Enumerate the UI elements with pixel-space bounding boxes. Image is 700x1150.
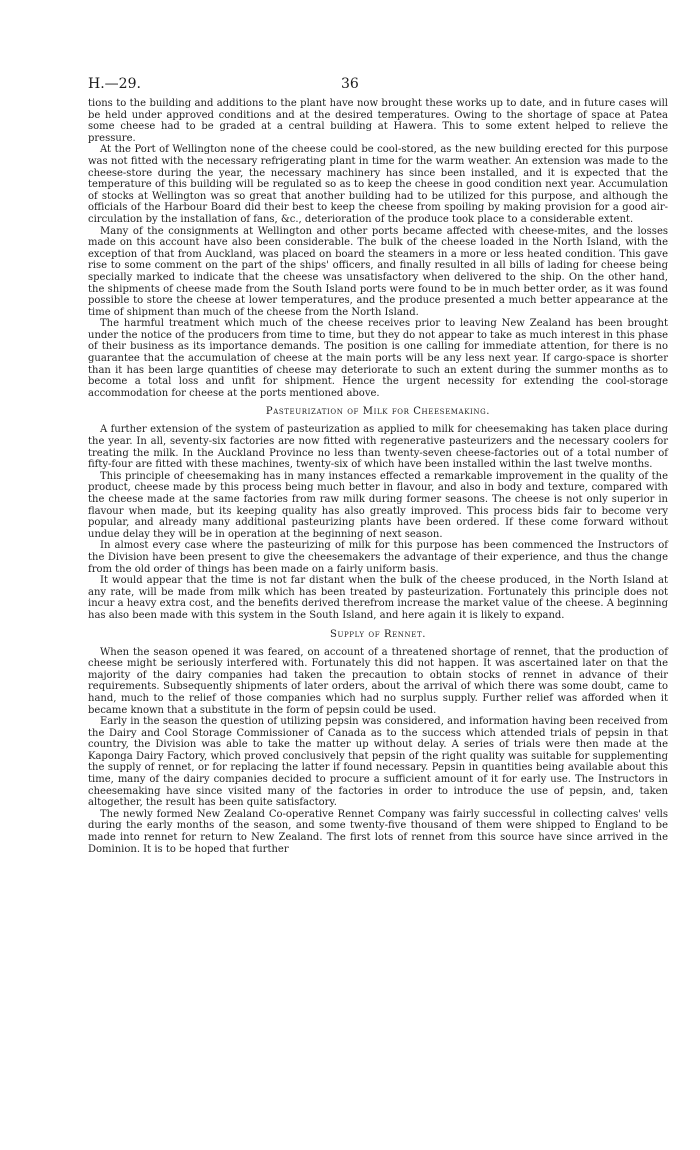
paragraph: The newly formed New Zealand Co-operative Rennet Company was fairly successful in collecting calves' vells during the early months of the season, and some twenty-five thousand of them were shipped to England to be made into rennet for return to New Zealand. The first lots of rennet from this source have since arrived in the Dominion. It is to be hoped that further (88, 808, 668, 855)
document-reference: H.—29. (88, 76, 141, 92)
paragraph: The harmful treatment which much of the cheese receives prior to leaving New Zealand has been brought under the notice of the producers from time to time, but they do not appear to take as much interest in this phase of their business as its importance demands. The position is one calling for immediate attention, for there is no guarantee that the accumulation of cheese at the main ports will be any less next year. If cargo-space is shorter than it has been large quantities of cheese may deteriorate to such an extent during the summer months as to become a total loss and unfit for shipment. Hence the urgent necessity for extending the cool-storage accommodation for cheese at the ports mentioned above. (88, 318, 668, 399)
paragraph: At the Port of Wellington none of the cheese could be cool-stored, as the new building erected for this purpose was not fitted with the necessary refrigerating plant in time for the warm weather. An extension was made to the cheese-store during the year, the necessary machinery has since been installed, and it is expected that the temperature of this building will be regulated so as to keep the cheese in good condition next year. Accumulation of stocks at Wellington was so great that another building had to be utilized for this purpose, and although the officials of the Harbour Board did their best to keep the cheese from spoiling by making provision for a good air-circulation by the installation of fans, &c., deterioration of the produce took place to a considerable extent. (88, 144, 668, 225)
page-number: 36 (341, 76, 359, 92)
paragraph: A further extension of the system of pasteurization as applied to milk for cheesemaking has taken place during the year. In all, seventy-six factories are now fitted with regenerative pasteurizers and the necessary coolers for treating the milk. In the Auckland Province no less than twenty-seven cheese-factories out of a total number of fifty-four are fitted with these machines, twenty-six of which have been installed within the last twelve months. (88, 424, 668, 471)
paragraph: It would appear that the time is not far distant when the bulk of the cheese produced, in the North Island at any rate, will be made from milk which has been treated by pasteurization. Fortunately this principle does not incur a heavy extra cost, and the benefits derived therefrom increase the market value of the cheese. A beginning has also been made with this system in the South Island, and here again it is likely to expand. (88, 575, 668, 621)
section-heading-pasteurization: Pasteurization of Milk for Cheesemaking. (265, 406, 491, 418)
page-header (88, 76, 668, 94)
section-heading-rennet: Supply of Rennet. (330, 628, 426, 640)
paragraph: Many of the consignments at Wellington and other ports became affected with cheese-mites, and the losses made on this account have also been considerable. The bulk of the cheese loaded in the North Island, with the exception of that from Auckland, was placed on board the steamers in a more or less heated condition. This gave rise to some comment on the part of the ships' officers, and finally resulted in all bills of lading for cheese being specially marked to indicate that the cheese was unsatisfactory when delivered to the ship. On the other hand, the shipments of cheese made from the South Island ports were found to be in much better order, as it was found possible to store the cheese at lower temperatures, and the produce presented a much better appearance at the time of shipment than much of the cheese from the North Island. (88, 225, 668, 318)
paragraph: In almost every case where the pasteurizing of milk for this purpose has been commenced the Instructors of the Division have been present to give the cheesemakers the advantage of their experience, and thus the change from the old order of things has been made on a fairly uniform basis. (88, 540, 668, 575)
paragraph: Early in the season the question of utilizing pepsin was considered, and information having been received from the Dairy and Cool Storage Commissioner of Canada as to the success which attended trials of pepsin in that country, the Division was able to take the matter up without delay. A series of trials were then made at the Kaponga Dairy Factory, which proved conclusively that pepsin of the right quality was suitable for supplementing the supply of rennet, or for replacing the latter if found necessary. Pepsin in quantities being available about this time, many of the dairy companies decided to procure a sufficient amount of it for early use. The Instructors in cheesemaking have since visited many of the factories in order to introduce the use of pepsin, and, taken altogether, the result has been quite satisfactory. (88, 716, 668, 809)
paragraph: When the season opened it was feared, on account of a threatened shortage of rennet, that the production of cheese might be seriously interfered with. Fortunately this did not happen. It was ascertained later on that the majority of the dairy companies had taken the precaution to obtain stocks of rennet in advance of their requirements. Subsequently shipments of later orders, about the arrival of which there was some doubt, came to hand, much to the relief of those companies which had no surplus supply. Further relief was afforded when it became known that a substitute in the form of pepsin could be used. (88, 646, 668, 716)
page-body (88, 98, 668, 855)
paragraph: tions to the building and additions to the plant have now brought these works up to date, and in future cases will be held under approved conditions and at the desired temperatures. Owing to the shortage of space at Patea some cheese had to be graded at a central building at Hawera. This to some extent helped to relieve the pressure. (88, 98, 668, 144)
paragraph: This principle of cheesemaking has in many instances effected a remarkable improvement in the quality of the product, cheese made by this process being much better in flavour, and also in body and texture, compared with the cheese made at the same factories from raw milk during former seasons. The cheese is not only superior in flavour when made, but its keeping quality has also greatly improved. This process bids fair to become very popular, and already many additional pasteurizing plants have been ordered. If these come forward without undue delay they will be in operation at the beginning of next season. (88, 470, 668, 540)
